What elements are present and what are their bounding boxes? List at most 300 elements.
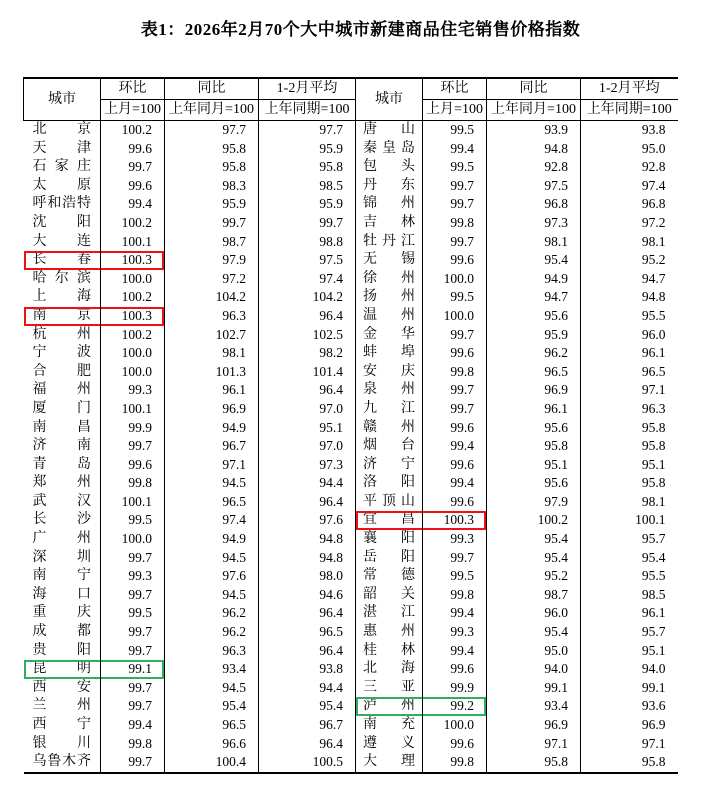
city-cell: 西 宁 bbox=[24, 716, 101, 735]
mom-value: 99.8 bbox=[423, 214, 487, 233]
city-cell: 韶 关 bbox=[356, 586, 423, 605]
avg-value: 95.8 bbox=[641, 438, 666, 454]
city-cell: 牡 丹 江 bbox=[356, 233, 423, 252]
mom-value: 99.6 bbox=[101, 177, 165, 196]
city-cell: 太 原 bbox=[24, 177, 101, 196]
avg-value: 104.2 bbox=[259, 288, 356, 307]
column-header-city-right: 城市 bbox=[356, 78, 423, 121]
avg-value: 99.1 bbox=[641, 679, 666, 695]
mom-value: 99.4 bbox=[101, 195, 165, 214]
yoy-value: 95.0 bbox=[487, 642, 581, 661]
city-cell: 遵 义 bbox=[356, 735, 423, 754]
mom-value: 99.7 bbox=[423, 400, 487, 419]
yoy-value: 97.1 bbox=[487, 735, 581, 754]
avg-value: 97.4 bbox=[641, 177, 666, 193]
avg-value: 96.4 bbox=[259, 493, 356, 512]
city-cell: 合 肥 bbox=[24, 363, 101, 382]
mom-value: 99.5 bbox=[423, 158, 487, 177]
table-row bbox=[24, 753, 678, 773]
avg-value: 96.4 bbox=[259, 642, 356, 661]
yoy-value: 95.2 bbox=[487, 567, 581, 586]
city-cell: 南 充 bbox=[356, 716, 423, 735]
page-title: 表1：2026年2月70个大中城市新建商品住宅销售价格指数 bbox=[140, 20, 581, 39]
city-cell: 锦 州 bbox=[356, 195, 423, 214]
yoy-value: 97.9 bbox=[487, 493, 581, 512]
avg-value: 98.8 bbox=[259, 233, 356, 252]
city-cell: 温 州 bbox=[356, 307, 423, 326]
table-row bbox=[24, 623, 678, 642]
yoy-value: 96.9 bbox=[165, 400, 259, 419]
mom-value: 99.8 bbox=[423, 586, 487, 605]
mom-value: 99.5 bbox=[423, 121, 487, 140]
yoy-value: 95.8 bbox=[165, 140, 259, 159]
yoy-value: 96.1 bbox=[165, 381, 259, 400]
city-cell: 丹 东 bbox=[356, 177, 423, 196]
city-cell: 厦 门 bbox=[24, 400, 101, 419]
yoy-value: 100.4 bbox=[165, 753, 259, 773]
city-cell: 泉 州 bbox=[356, 381, 423, 400]
avg-value: 99.7 bbox=[259, 214, 356, 233]
yoy-value: 94.5 bbox=[165, 586, 259, 605]
mom-value: 100.0 bbox=[423, 307, 487, 326]
table-row bbox=[24, 679, 678, 698]
mom-value: 99.8 bbox=[101, 474, 165, 493]
sub-header-yoy-left: 上年同月=100 bbox=[165, 100, 259, 121]
city-cell: 西 安 bbox=[24, 679, 101, 698]
city-cell: 扬 州 bbox=[356, 288, 423, 307]
yoy-value: 96.2 bbox=[165, 604, 259, 623]
table-header bbox=[24, 78, 678, 121]
city-cell: 沈 阳 bbox=[24, 214, 101, 233]
city-cell: 济 宁 bbox=[356, 456, 423, 475]
table-row bbox=[24, 121, 678, 140]
table-row bbox=[24, 270, 678, 289]
avg-value: 98.1 bbox=[641, 493, 666, 509]
city-cell: 三 亚 bbox=[356, 679, 423, 698]
yoy-value: 95.9 bbox=[487, 326, 581, 345]
avg-value: 96.5 bbox=[641, 363, 666, 379]
mom-value: 99.7 bbox=[423, 177, 487, 196]
city-cell: 济 南 bbox=[24, 437, 101, 456]
city-cell: 郑 州 bbox=[24, 474, 101, 493]
avg-value: 94.7 bbox=[641, 270, 666, 286]
yoy-value: 98.7 bbox=[165, 233, 259, 252]
yoy-value: 97.3 bbox=[487, 214, 581, 233]
yoy-value: 94.9 bbox=[487, 270, 581, 289]
yoy-value: 97.6 bbox=[165, 567, 259, 586]
city-cell: 北 海 bbox=[356, 660, 423, 679]
avg-value: 96.4 bbox=[259, 381, 356, 400]
column-header-city-left: 城市 bbox=[24, 78, 101, 121]
sub-header-avg-left: 上年同期=100 bbox=[259, 100, 356, 121]
avg-value: 95.9 bbox=[259, 140, 356, 159]
city-cell: 湛 江 bbox=[356, 604, 423, 623]
avg-value: 96.3 bbox=[641, 400, 666, 416]
mom-value: 99.5 bbox=[423, 288, 487, 307]
city-cell: 南 昌 bbox=[24, 419, 101, 438]
yoy-value: 96.8 bbox=[487, 195, 581, 214]
avg-value: 98.5 bbox=[641, 586, 666, 602]
city-cell: 包 头 bbox=[356, 158, 423, 177]
city-cell: 大 连 bbox=[24, 233, 101, 252]
yoy-value: 96.7 bbox=[165, 437, 259, 456]
mom-value: 100.2 bbox=[101, 288, 165, 307]
avg-value: 94.8 bbox=[641, 289, 666, 305]
yoy-value: 97.1 bbox=[165, 456, 259, 475]
mom-value: 99.7 bbox=[423, 195, 487, 214]
yoy-value: 94.9 bbox=[165, 419, 259, 438]
mom-value: 99.7 bbox=[101, 753, 165, 773]
avg-value: 97.6 bbox=[259, 511, 356, 530]
avg-value: 96.9 bbox=[641, 717, 666, 732]
yoy-value: 97.5 bbox=[487, 177, 581, 196]
avg-value: 102.5 bbox=[259, 326, 356, 345]
avg-value: 93.8 bbox=[259, 660, 356, 679]
yoy-value: 102.7 bbox=[165, 326, 259, 345]
column-header-yoy-left: 同比 bbox=[165, 78, 259, 100]
table-row bbox=[24, 140, 678, 159]
avg-value: 97.2 bbox=[641, 214, 666, 230]
avg-value: 94.4 bbox=[259, 679, 356, 698]
mom-value: 99.7 bbox=[423, 326, 487, 345]
avg-value: 96.0 bbox=[641, 326, 666, 342]
table-row bbox=[24, 530, 678, 549]
yoy-value: 96.1 bbox=[487, 400, 581, 419]
mom-value: 99.4 bbox=[423, 437, 487, 456]
yoy-value: 96.9 bbox=[487, 381, 581, 400]
avg-value: 94.0 bbox=[641, 661, 666, 677]
city-cell: 九 江 bbox=[356, 400, 423, 419]
city-cell: 乌 鲁 木 齐 bbox=[24, 753, 101, 773]
city-cell: 福 州 bbox=[24, 381, 101, 400]
mom-value: 99.9 bbox=[423, 679, 487, 698]
avg-value: 95.5 bbox=[641, 307, 666, 323]
mom-value: 99.7 bbox=[423, 233, 487, 252]
avg-value: 96.8 bbox=[641, 196, 666, 212]
yoy-value: 96.6 bbox=[165, 735, 259, 754]
avg-value: 95.0 bbox=[641, 140, 666, 156]
column-header-mom-left: 环比 bbox=[101, 78, 165, 100]
mom-value: 99.6 bbox=[423, 456, 487, 475]
mom-value: 99.6 bbox=[423, 493, 487, 512]
yoy-value: 95.6 bbox=[487, 474, 581, 493]
yoy-value: 95.4 bbox=[487, 623, 581, 642]
city-cell: 蚌 埠 bbox=[356, 344, 423, 363]
mom-value: 99.7 bbox=[101, 586, 165, 605]
yoy-value: 96.5 bbox=[165, 493, 259, 512]
avg-value: 97.1 bbox=[641, 735, 666, 751]
city-cell: 桂 林 bbox=[356, 642, 423, 661]
table-row bbox=[24, 660, 678, 679]
city-cell: 昆 明 bbox=[24, 660, 101, 679]
mom-value: 99.6 bbox=[423, 344, 487, 363]
table-row bbox=[24, 604, 678, 623]
mom-value: 100.1 bbox=[101, 233, 165, 252]
mom-value: 99.3 bbox=[101, 567, 165, 586]
yoy-value: 96.5 bbox=[487, 363, 581, 382]
table-row bbox=[24, 437, 678, 456]
avg-value: 95.5 bbox=[641, 568, 666, 584]
mom-value: 99.4 bbox=[423, 642, 487, 661]
mom-value: 99.7 bbox=[101, 642, 165, 661]
city-cell: 石 家 庄 bbox=[24, 158, 101, 177]
mom-value: 100.0 bbox=[423, 716, 487, 735]
city-cell: 海 口 bbox=[24, 586, 101, 605]
yoy-value: 94.8 bbox=[487, 140, 581, 159]
mom-value: 100.3 bbox=[101, 251, 165, 270]
city-cell: 杭 州 bbox=[24, 326, 101, 345]
mom-value: 99.8 bbox=[423, 363, 487, 382]
mom-value: 99.7 bbox=[423, 549, 487, 568]
mom-value: 99.6 bbox=[423, 251, 487, 270]
mom-value: 100.0 bbox=[101, 363, 165, 382]
yoy-value: 96.3 bbox=[165, 642, 259, 661]
city-cell: 唐 山 bbox=[356, 121, 423, 140]
column-header-yoy-right: 同比 bbox=[487, 78, 581, 100]
city-cell: 上 海 bbox=[24, 288, 101, 307]
city-cell: 安 庆 bbox=[356, 363, 423, 382]
mom-value: 99.4 bbox=[423, 604, 487, 623]
yoy-value: 104.2 bbox=[165, 288, 259, 307]
mom-value: 100.2 bbox=[101, 214, 165, 233]
city-cell: 大 理 bbox=[356, 753, 423, 773]
city-cell: 成 都 bbox=[24, 623, 101, 642]
mom-value: 99.6 bbox=[423, 735, 487, 754]
table-row bbox=[24, 214, 678, 233]
yoy-value: 94.0 bbox=[487, 660, 581, 679]
table-row bbox=[24, 456, 678, 475]
table-row bbox=[24, 697, 678, 716]
avg-value: 94.6 bbox=[259, 586, 356, 605]
avg-value: 95.1 bbox=[641, 456, 666, 472]
yoy-value: 95.8 bbox=[165, 158, 259, 177]
mom-value: 99.7 bbox=[101, 549, 165, 568]
mom-value: 99.3 bbox=[423, 623, 487, 642]
yoy-value: 94.5 bbox=[165, 474, 259, 493]
table-row bbox=[24, 326, 678, 345]
city-cell: 哈 尔 滨 bbox=[24, 270, 101, 289]
mom-value: 100.0 bbox=[101, 344, 165, 363]
mom-value: 100.2 bbox=[101, 121, 165, 140]
avg-value: 96.4 bbox=[259, 604, 356, 623]
avg-value: 95.2 bbox=[641, 252, 666, 268]
avg-value: 95.7 bbox=[641, 531, 666, 547]
city-cell: 惠 州 bbox=[356, 623, 423, 642]
city-cell: 平 顶 山 bbox=[356, 493, 423, 512]
table-row bbox=[24, 735, 678, 754]
mom-value: 99.4 bbox=[101, 716, 165, 735]
yoy-value: 95.8 bbox=[487, 753, 581, 773]
price-index-table bbox=[23, 77, 678, 774]
yoy-value: 96.2 bbox=[487, 344, 581, 363]
table-row bbox=[24, 400, 678, 419]
table-row bbox=[24, 158, 678, 177]
avg-value: 95.4 bbox=[259, 697, 356, 716]
city-cell: 南 京 bbox=[24, 307, 101, 326]
avg-value: 97.4 bbox=[259, 270, 356, 289]
avg-value: 96.4 bbox=[259, 735, 356, 754]
avg-value: 100.1 bbox=[635, 512, 666, 528]
avg-value: 97.7 bbox=[259, 121, 356, 140]
mom-value: 100.0 bbox=[423, 270, 487, 289]
column-header-mom-right: 环比 bbox=[423, 78, 487, 100]
yoy-value: 97.4 bbox=[165, 511, 259, 530]
city-cell: 长 沙 bbox=[24, 511, 101, 530]
table-row bbox=[24, 474, 678, 493]
avg-value: 92.8 bbox=[641, 159, 666, 175]
city-cell: 贵 阳 bbox=[24, 642, 101, 661]
table-row bbox=[24, 307, 678, 326]
yoy-value: 94.9 bbox=[165, 530, 259, 549]
sub-header-mom-right: 上月=100 bbox=[423, 100, 487, 121]
avg-value: 97.5 bbox=[259, 251, 356, 270]
sub-header-avg-right: 上年同期=100 bbox=[581, 100, 678, 121]
table-row bbox=[24, 381, 678, 400]
yoy-value: 93.9 bbox=[487, 121, 581, 140]
sub-header-mom-left: 上月=100 bbox=[101, 100, 165, 121]
mom-value: 99.6 bbox=[423, 660, 487, 679]
table-row bbox=[24, 177, 678, 196]
mom-value: 99.2 bbox=[423, 697, 487, 716]
city-cell: 广 州 bbox=[24, 530, 101, 549]
avg-value: 98.2 bbox=[259, 344, 356, 363]
table-row bbox=[24, 549, 678, 568]
city-cell: 武 汉 bbox=[24, 493, 101, 512]
yoy-value: 95.6 bbox=[487, 307, 581, 326]
avg-value: 95.1 bbox=[259, 419, 356, 438]
mom-value: 99.7 bbox=[101, 437, 165, 456]
table-row bbox=[24, 251, 678, 270]
mom-value: 99.7 bbox=[101, 679, 165, 698]
avg-value: 96.1 bbox=[641, 605, 666, 621]
city-cell: 宜 昌 bbox=[356, 511, 423, 530]
avg-value: 95.8 bbox=[641, 419, 666, 435]
city-cell: 赣 州 bbox=[356, 419, 423, 438]
city-cell: 呼 和 浩 特 bbox=[24, 195, 101, 214]
city-cell: 南 宁 bbox=[24, 567, 101, 586]
table-row bbox=[24, 195, 678, 214]
table-row bbox=[24, 567, 678, 586]
yoy-value: 95.4 bbox=[487, 251, 581, 270]
mom-value: 99.7 bbox=[423, 381, 487, 400]
avg-value: 96.7 bbox=[259, 716, 356, 735]
mom-value: 99.5 bbox=[101, 604, 165, 623]
yoy-value: 98.1 bbox=[487, 233, 581, 252]
table-row bbox=[24, 716, 678, 735]
city-cell: 洛 阳 bbox=[356, 474, 423, 493]
sub-header-yoy-right: 上年同月=100 bbox=[487, 100, 581, 121]
avg-value: 98.0 bbox=[259, 567, 356, 586]
yoy-value: 98.1 bbox=[165, 344, 259, 363]
yoy-value: 96.9 bbox=[487, 716, 581, 735]
city-cell: 无 锡 bbox=[356, 251, 423, 270]
avg-value: 96.4 bbox=[259, 307, 356, 326]
city-cell: 长 春 bbox=[24, 251, 101, 270]
city-cell: 烟 台 bbox=[356, 437, 423, 456]
yoy-value: 100.2 bbox=[487, 511, 581, 530]
avg-value: 93.6 bbox=[641, 698, 666, 714]
mom-value: 100.2 bbox=[101, 326, 165, 345]
avg-value: 97.1 bbox=[641, 382, 666, 398]
mom-value: 100.1 bbox=[101, 400, 165, 419]
table-row bbox=[24, 233, 678, 252]
avg-value: 100.5 bbox=[259, 753, 356, 773]
table-row bbox=[24, 586, 678, 605]
mom-value: 99.1 bbox=[101, 660, 165, 679]
city-cell: 吉 林 bbox=[356, 214, 423, 233]
table-body bbox=[24, 121, 678, 773]
table-row bbox=[24, 642, 678, 661]
mom-value: 99.4 bbox=[423, 474, 487, 493]
avg-value: 93.8 bbox=[641, 122, 666, 137]
avg-value: 95.4 bbox=[641, 549, 666, 565]
yoy-value: 95.1 bbox=[487, 456, 581, 475]
table-row bbox=[24, 511, 678, 530]
table-row bbox=[24, 493, 678, 512]
yoy-value: 96.2 bbox=[165, 623, 259, 642]
mom-value: 100.0 bbox=[101, 270, 165, 289]
yoy-value: 92.8 bbox=[487, 158, 581, 177]
avg-value: 95.8 bbox=[259, 158, 356, 177]
city-cell: 常 德 bbox=[356, 567, 423, 586]
city-cell: 徐 州 bbox=[356, 270, 423, 289]
yoy-value: 97.9 bbox=[165, 251, 259, 270]
mom-value: 100.3 bbox=[101, 307, 165, 326]
column-header-avg-right: 1-2月平均 bbox=[581, 78, 678, 100]
avg-value: 96.5 bbox=[259, 623, 356, 642]
yoy-value: 95.4 bbox=[487, 549, 581, 568]
yoy-value: 93.4 bbox=[487, 697, 581, 716]
mom-value: 99.5 bbox=[423, 567, 487, 586]
avg-value: 94.8 bbox=[259, 530, 356, 549]
yoy-value: 96.3 bbox=[165, 307, 259, 326]
yoy-value: 95.4 bbox=[487, 530, 581, 549]
table-row bbox=[24, 363, 678, 382]
yoy-value: 99.1 bbox=[487, 679, 581, 698]
city-cell: 泸 州 bbox=[356, 697, 423, 716]
avg-value: 97.3 bbox=[259, 456, 356, 475]
mom-value: 99.7 bbox=[101, 697, 165, 716]
mom-value: 99.4 bbox=[423, 140, 487, 159]
mom-value: 99.6 bbox=[423, 419, 487, 438]
mom-value: 100.3 bbox=[423, 511, 487, 530]
city-cell: 襄 阳 bbox=[356, 530, 423, 549]
avg-value: 97.0 bbox=[259, 437, 356, 456]
yoy-value: 94.7 bbox=[487, 288, 581, 307]
avg-value: 95.1 bbox=[641, 642, 666, 658]
avg-value: 96.1 bbox=[641, 345, 666, 361]
yoy-value: 97.7 bbox=[165, 121, 259, 140]
city-cell: 岳 阳 bbox=[356, 549, 423, 568]
yoy-value: 97.2 bbox=[165, 270, 259, 289]
table-row bbox=[24, 419, 678, 438]
yoy-value: 98.7 bbox=[487, 586, 581, 605]
mom-value: 100.1 bbox=[101, 493, 165, 512]
yoy-value: 101.3 bbox=[165, 363, 259, 382]
yoy-value: 99.7 bbox=[165, 214, 259, 233]
yoy-value: 96.5 bbox=[165, 716, 259, 735]
mom-value: 99.3 bbox=[423, 530, 487, 549]
city-cell: 青 岛 bbox=[24, 456, 101, 475]
city-cell: 宁 波 bbox=[24, 344, 101, 363]
yoy-value: 95.8 bbox=[487, 437, 581, 456]
city-cell: 深 圳 bbox=[24, 549, 101, 568]
city-cell: 北 京 bbox=[24, 121, 101, 140]
avg-value: 95.7 bbox=[641, 624, 666, 640]
table-row bbox=[24, 344, 678, 363]
yoy-value: 95.4 bbox=[165, 697, 259, 716]
yoy-value: 94.5 bbox=[165, 679, 259, 698]
